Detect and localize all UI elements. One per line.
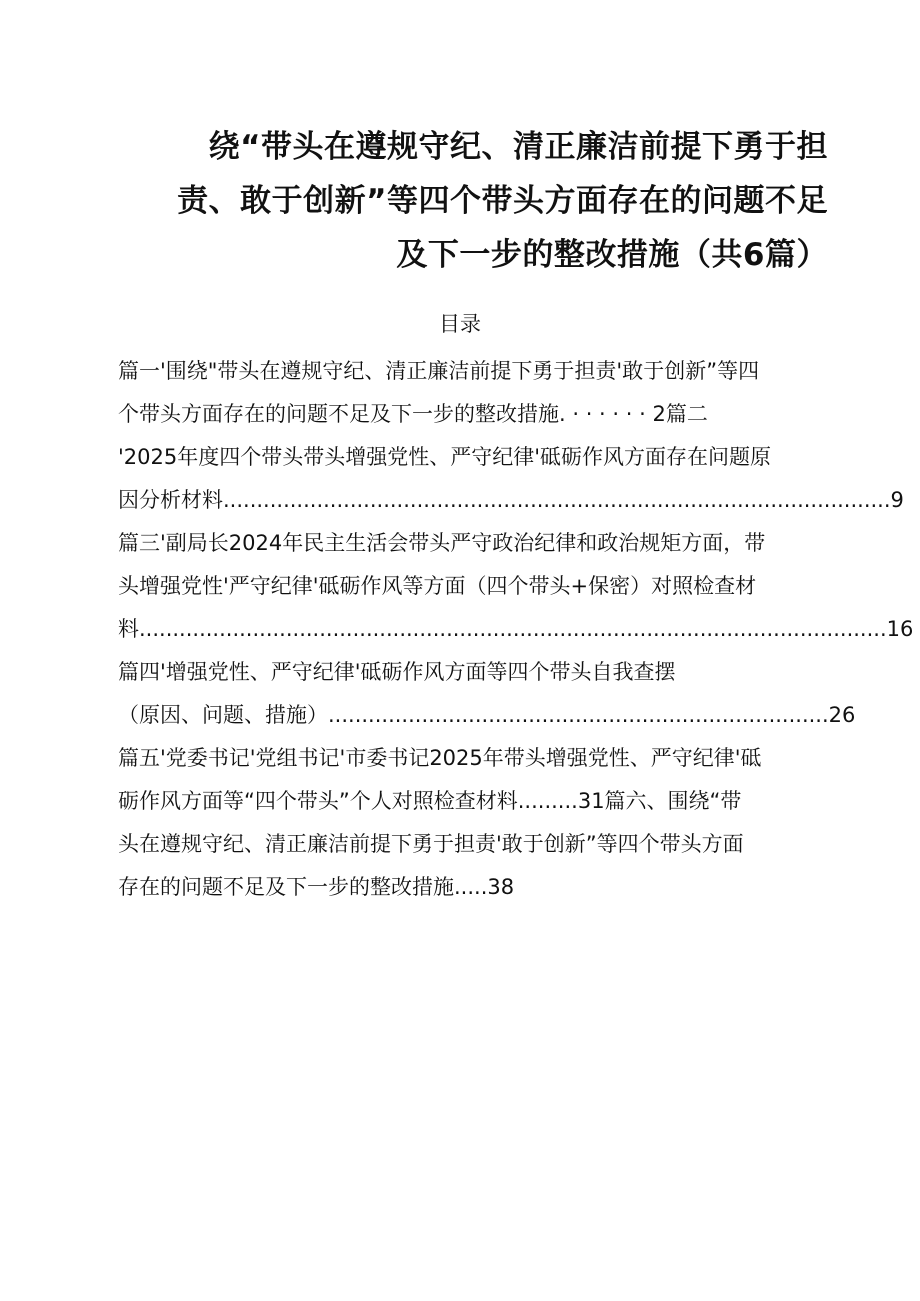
toc-line: '2025年度四个带头带头增强党性、严守纪律'砥砺作风方面存在问题原 xyxy=(118,445,771,469)
toc-line: 篇五'党委书记'党组书记'市委书记2025年带头增强党性、严守纪律'砥 xyxy=(118,746,762,770)
title-line: 及下一步的整改措施（共6篇） xyxy=(396,237,828,273)
toc-line: 因分析材料....................................................................................................9 xyxy=(118,488,904,512)
toc-line: （原因、问题、措施）...........................................................................26 xyxy=(118,703,856,727)
toc-line: 头增强党性'严守纪律'砥砺作风等方面（四个带头+保密）对照检查材 xyxy=(118,574,757,598)
toc-heading: 目录 xyxy=(439,312,481,336)
document-title xyxy=(150,120,828,282)
toc-line: 料................................................................................................................16 xyxy=(118,617,914,641)
toc-line: 篇一'围绕"带头在遵规守纪、清正廉洁前提下勇于担责'敢于创新”等四 xyxy=(118,359,760,383)
toc-line: 砺作风方面等“四个带头”个人对照检查材料.........31篇六、围绕“带 xyxy=(118,789,742,813)
toc-line: 个带头方面存在的问题不足及下一步的整改措施. · · · · · · 2篇二 xyxy=(118,402,708,426)
toc-line: 存在的问题不足及下一步的整改措施.....38 xyxy=(118,875,515,899)
toc-line: 头在遵规守纪、清正廉洁前提下勇于担责'敢于创新”等四个带头方面 xyxy=(118,832,744,856)
title-line: 责、敢于创新”等四个带头方面存在的问题不足 xyxy=(177,183,828,219)
title-line: 绕“带头在遵规守纪、清正廉洁前提下勇于担 xyxy=(208,129,828,165)
table-of-contents xyxy=(118,350,914,909)
toc-line: 篇四'增强党性、严守纪律'砥砺作风方面等四个带头自我查摆 xyxy=(118,660,676,684)
toc-line: 篇三'副局长2024年民主生活会带头严守政治纪律和政治规矩方面，带 xyxy=(118,531,766,555)
